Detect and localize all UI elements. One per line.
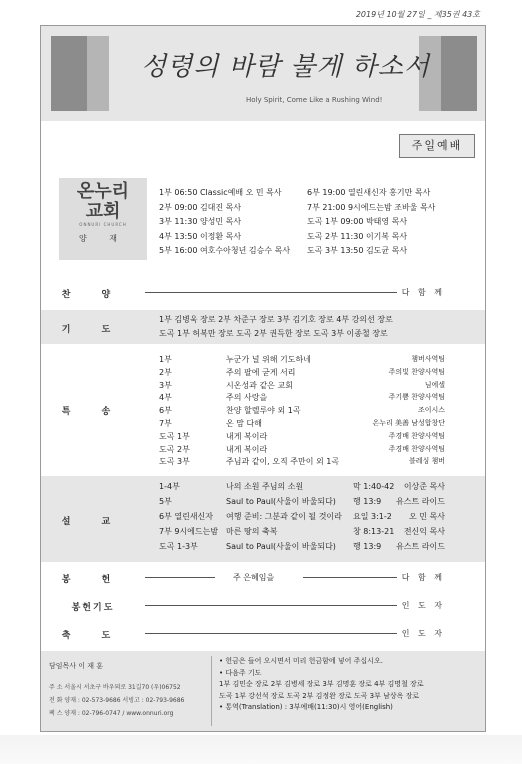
service-line: 3부 11:30 양성민 목사: [159, 217, 242, 226]
sermon-service: 도곡 1-3부: [159, 542, 198, 551]
sermon-title: 마른 땅의 축복: [226, 527, 278, 536]
special-song-title: 시온성과 같은 교회: [226, 380, 293, 390]
service-line: 5부 16:00 여호수아청년 김승수 목사: [159, 246, 291, 255]
offering-label: 봉 헌: [61, 575, 125, 585]
offering-line-right: [303, 577, 397, 578]
sermon-service: 7부 9시에드는밤: [159, 527, 219, 536]
sermon-label: 설 교: [61, 517, 125, 527]
services-right: [307, 186, 435, 259]
service-line: 도곡 1부 09:00 박태영 목사: [307, 217, 408, 226]
special-song-title: 주의 사랑을: [226, 393, 268, 403]
footer-note: • 헌금은 들어 오시면서 미리 헌금함에 넣어 주십시오.: [219, 657, 383, 665]
sermon-service: 1-4부: [159, 482, 180, 491]
hymn-label: 찬 양: [61, 290, 125, 300]
prayer-line2: 도곡 1부 허복만 장로 도곡 2부 권득한 장로 도곡 3부 이종철 장로: [159, 329, 388, 338]
special-service: 2부: [159, 367, 172, 377]
sermon-verse: 행 13:9: [353, 497, 382, 506]
sermon-preacher: 전신익 목사: [403, 527, 445, 536]
sermon-verse: 행 13:9: [353, 542, 382, 551]
special-service: 6부: [159, 406, 172, 416]
prayer-row: [41, 310, 485, 344]
special-performer: 챔버사역팀: [411, 355, 445, 363]
hymn-row: [41, 282, 485, 302]
footer-phone: 전 화 양재 : 02-573-9686 서빙고 : 02-793-9686: [49, 697, 185, 704]
service-line: 도곡 2부 11:30 이기복 목사: [307, 231, 408, 241]
sermon-preacher: 유스트 라이드: [396, 497, 445, 506]
footer-notes: [219, 656, 424, 714]
special-song-title: 주의 팔에 굳게 서리: [226, 367, 296, 377]
special-label: 특 송: [61, 407, 125, 417]
issue-info: 2019년 10월 27일 _ 제35권 43호: [355, 10, 480, 19]
special-performer: 블레싱 챔버: [408, 457, 445, 466]
sermon-title: 여행 준비: 그분과 같이 될 것이라: [226, 512, 342, 521]
header-banner: [41, 26, 485, 121]
sermon-service: 5부: [159, 497, 172, 506]
offering-prayer-row: [41, 595, 485, 615]
special-service: 7부: [159, 419, 172, 428]
footer-note: • 통역(Translation) : 3부예배(11:30)시 영어(English): [219, 703, 393, 711]
church-logo: [59, 178, 147, 260]
service-line: 도곡 3부 13:50 김도균 목사: [307, 246, 408, 255]
offering-prayer-leader: 인 도 자: [401, 601, 445, 610]
sermon-preacher: 유스트 라이드: [396, 542, 445, 551]
footer-note: 1부 김민순 장로 2부 김병세 장로 3부 김명훈 장로 4부 김명철 장로: [219, 680, 424, 688]
services-left: [159, 186, 290, 259]
special-service: 1부: [159, 355, 172, 364]
logo-caption: 양 재: [79, 234, 127, 243]
special-service: 도곡 2부: [159, 444, 190, 454]
sermon-title: 나의 소원 주님의 소원: [226, 482, 304, 491]
logo-line1: 온누리: [76, 181, 130, 202]
special-song-title: 내게 복이라: [226, 431, 268, 441]
footer-pastor: 담임목사 이 재 훈: [49, 662, 104, 670]
service-line: 6부 19:00 열린새신자 홍기만 목사: [307, 188, 431, 197]
service-line: 1부 06:50 Classic예배 오 민 목사: [159, 188, 282, 197]
footer-note: • 다음주 기도: [219, 668, 262, 677]
footer-address: 주 소 서울시 서초구 바우뫼로 31길70 (우)06752: [49, 684, 181, 691]
service-line: 2부 09:00 김대진 목사: [159, 202, 242, 212]
special-performer: 주경배 찬양사역팀: [388, 444, 445, 453]
bulletin-page: [40, 25, 486, 732]
sermon-service: 6부 열린새신자: [159, 512, 214, 521]
special-performer: 주의빛 찬양사역팀: [388, 367, 445, 376]
page-subtitle: Holy Spirit, Come Like a Rushing Wind!: [246, 96, 383, 104]
prayer-label: 기 도: [61, 325, 125, 335]
benediction-label: 축 도: [61, 631, 125, 641]
page-shadow: [0, 735, 522, 764]
offering-line-left: [145, 577, 215, 578]
service-line: 7부 21:00 9시에드는밤 조바울 목사: [307, 202, 436, 212]
special-performer: 님에셀: [424, 380, 445, 389]
special-service: 3부: [159, 380, 172, 390]
footer-note: 도곡 1부 강선석 장로 도곡 2부 김정완 장로 도곡 3부 남상옥 장로: [219, 691, 420, 700]
logo-line2: 교회: [85, 201, 121, 222]
sermon-preacher: 오 민 목사: [409, 512, 445, 521]
sermon-row: [41, 476, 485, 562]
special-song-title: 온 맘 다해: [226, 419, 262, 428]
sermon-verse: 요일 3:1-2: [353, 512, 392, 521]
offering-prayer-line: [145, 605, 397, 606]
sermon-verse: 막 1:40-42: [353, 482, 395, 491]
footer-divider: [211, 656, 212, 726]
special-performer: 주기쁨 찬양사역팀: [388, 393, 445, 402]
prayer-line1: 1부 김병욱 장로 2부 차준구 장로 3부 김기호 장로 4부 강의선 장로: [159, 315, 393, 324]
offering-prayer-label: 봉헌기도: [71, 603, 115, 613]
worship-tag: 주일예배: [399, 134, 475, 158]
sermon-title: Saul to Paul(사울이 바울되다): [226, 497, 336, 506]
hymn-line: [145, 292, 397, 293]
special-performer: 조이시스: [417, 406, 445, 415]
special-song-title: 누군가 널 위해 기도하네: [226, 355, 311, 364]
benediction-row: [41, 623, 485, 643]
footer-fax: 팩 스 양재 : 02-796-0747 / www.onnuri.org: [49, 710, 174, 717]
special-song-title: 찬양 할렐루야 외 1곡: [226, 406, 301, 416]
special-service: 도곡 1부: [159, 431, 190, 441]
special-performer: 온누리 美善 남성합창단: [372, 419, 445, 427]
offering-leader: 다 함 께: [401, 573, 445, 582]
offering-hymn: 주 은혜임을: [233, 573, 275, 582]
sermon-preacher: 이상준 목사: [403, 482, 445, 491]
special-song-title: 내게 복이라: [226, 444, 268, 454]
sermon-title: Saul to Paul(사울이 바울되다): [226, 542, 336, 551]
service-line: 4부 13:50 이정환 목사: [159, 231, 242, 241]
special-song-title: 주님과 같이, 오직 주만이 외 1곡: [226, 457, 340, 467]
benediction-leader: 인 도 자: [401, 629, 445, 638]
footer: [41, 651, 485, 731]
special-service: 도곡 3부: [159, 457, 190, 467]
banner-left-block: [51, 36, 109, 111]
special-service: 4부: [159, 393, 172, 403]
offering-row: [41, 567, 485, 587]
logo-english: ONNURI CHURCH: [79, 222, 127, 227]
special-performer: 주경배 찬양사역팀: [388, 431, 445, 440]
benediction-line: [145, 633, 397, 634]
sermon-verse: 창 8:13-21: [353, 527, 395, 536]
hymn-leader: 다 함 께: [401, 288, 445, 297]
page-title: 성령의 바람 불게 하소서: [141, 52, 430, 82]
special-song-row: [41, 350, 485, 472]
